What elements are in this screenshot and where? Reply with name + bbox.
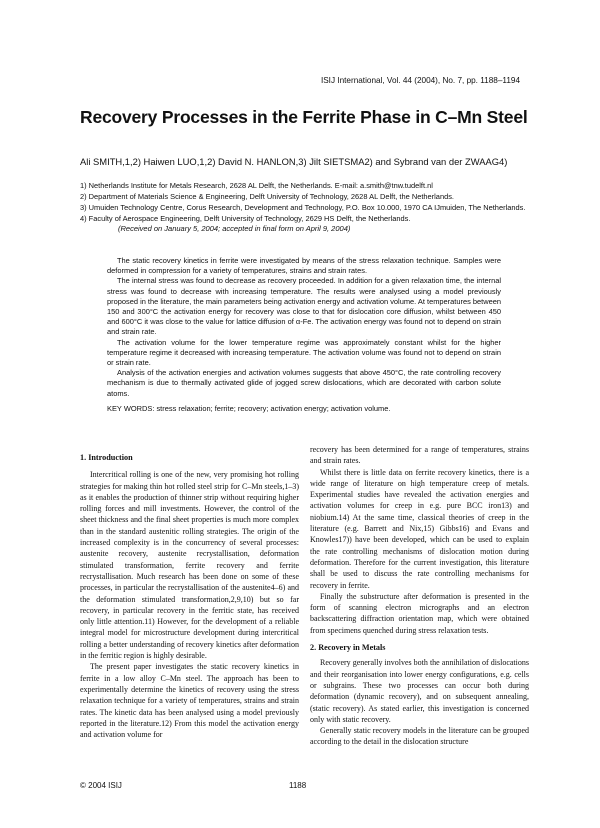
abstract-paragraph: The static recovery kinetics in ferrite were investigated by means of the stress relaxation technique. Samples were deformed in compression for a variety of temperatures, strains and strain rates.: [107, 256, 501, 276]
abstract-paragraph: The internal stress was found to decrease as recovery proceeded. In addition for a given relaxation time, the internal stress was found to decrease with increasing temperature. The results were analysed using a model previously proposed in the literature, the main parameters being activation energy and activation volume. At temperatures between 150 and 300°C the activation energy for recovery was close to that for dislocation core diffusion, whilst between 450 and 600°C it was close to the value for lattice diffusion of α-Fe. The activation energy was found not to depend on strain and strain rate.: [107, 276, 502, 337]
paper-title: Recovery Processes in the Ferrite Phase in C–Mn Steel: [80, 107, 528, 127]
affiliations: [80, 180, 532, 224]
body-column-right: [310, 444, 529, 748]
body-paragraph-continued: recovery has been determined for a range of temperatures, strains and strain rates.: [310, 445, 529, 466]
body-paragraph: Intercritical rolling is one of the new, very promising hot rolling strategies for making thin hot rolled steel strip for C–Mn steels,1–3) as it enables the production of thinner strip without requiring higher rolling forces and mill investments. However, the control of the sheet thickness and the final sheet properties is much more complex than in the standard austenitic rolling strategies. The origin of the increased complexity is in the concurrency of several processes: austenite recovery, austenite recrystallisation, deformation stimulated transformation, ferrite recovery and ferrite recrystallisation. Much research has been done on some of these processes, in particular the recrystallisation of the austenite4–6) and the deformation stimulated transformation,2,9,10) but so far recovery, in particular recovery in the ferritic state, has received only little attention.11) However, for the development of a reliable integral model for microstructure development during intercritical rolling a better understanding of recovery kinetics after deformation in the ferritic region is highly desirable.: [80, 470, 299, 661]
page-number: 1188: [289, 781, 307, 790]
affiliation-1: 1) Netherlands Institute for Metals Research, 2628 AL Delft, the Netherlands. E-mail: a.smith@tnw.tudelft.nl: [80, 181, 433, 190]
author-list: Ali SMITH,1,2) Haiwen LUO,1,2) David N. HANLON,3) Jilt SIETSMA2) and Sybrand van der ZWAAG4): [80, 156, 508, 167]
received-dates: (Received on January 5, 2004; accepted in final form on April 9, 2004): [118, 224, 351, 233]
abstract-paragraph: The activation volume for the lower temperature regime was approximately constant whilst for the higher temperature regime it decreased with increasing temperature. The activation volume was found not to depend on strain or strain rate.: [107, 337, 501, 368]
body-paragraph: The present paper investigates the static recovery kinetics in ferrite in a low alloy C–Mn steel. The approach has been to experimentally determine the kinetics of recovery using the stress relaxation technique for a variety of temperatures, strains and strain rates. The kinetic data has been analysed using a model previously reported in the literature.12) From this model the activation energy and activation volume for: [80, 662, 299, 740]
body-paragraph: Generally static recovery models in the literature can be grouped according to the detail in the dislocation structure: [310, 726, 529, 747]
body-paragraph: Finally the substructure after deformation is presented in the form of scanning electron micrographs and an electron backscattering diffraction orientation map, which were obtained from specimens quenched during stress relaxation tests.: [310, 591, 529, 635]
body-paragraph: Recovery generally involves both the annihilation of dislocations and their reorganisation into lower energy configurations, e.g. cells or subgrains. These two processes can occur both during deformation (dynamic recovery), and on subsequent annealing, (static recovery). As stated earlier, this investigation is concerned only with static recovery.: [310, 658, 529, 724]
abstract-paragraph: Analysis of the activation energies and activation volumes suggests that above 450°C, the rate controlling recovery mechanism is due to thermally activated glide of jogged screw dislocations, which are decorated with carbon solute atoms.: [107, 368, 501, 398]
section-heading-introduction: 1. Introduction: [80, 453, 133, 462]
section-heading-recovery: 2. Recovery in Metals: [310, 643, 386, 653]
keywords: KEY WORDS: stress relaxation; ferrite; recovery; activation energy; activation volume.: [107, 403, 391, 413]
copyright-notice: © 2004 ISIJ: [80, 781, 122, 790]
abstract: [107, 256, 501, 414]
body-column-left: [80, 452, 299, 740]
affiliation-2: 2) Department of Materials Science & Engineering, Delft University of Technology, 2628 AL Delft, the Netherlands.: [80, 192, 454, 201]
affiliation-3-4: 3) Umuiden Technology Centre, Corus Research, Development and Technology, P.O. Box 10.000, 1970 CA IJmuiden, The Netherlands. 4) Faculty of Aerospace Engineering, Delft University of Technology, 2629 HS Delft, the Netherlands.: [80, 203, 526, 223]
body-paragraph: Whilst there is little data on ferrite recovery kinetics, there is a wide range of literature on high temperature creep of metals. Experimental studies have revealed the activation energies and activation volumes for creep in e.g. pure BCC iron13) and niobium.14) At the same time, classical theories of creep in the literature (e.g. Barrett and Nix,15) Gibbs16) and Evans and Knowles17)) have been developed, which can be used to explain the rate controlling mechanisms of dislocation motion during deformation. Therefore for the current investigation, this literature shall be used to discuss the rate controlling mechanisms for recovery in ferrite.: [310, 467, 529, 590]
journal-citation: ISIJ International, Vol. 44 (2004), No. 7, pp. 1188–1194: [320, 76, 520, 85]
